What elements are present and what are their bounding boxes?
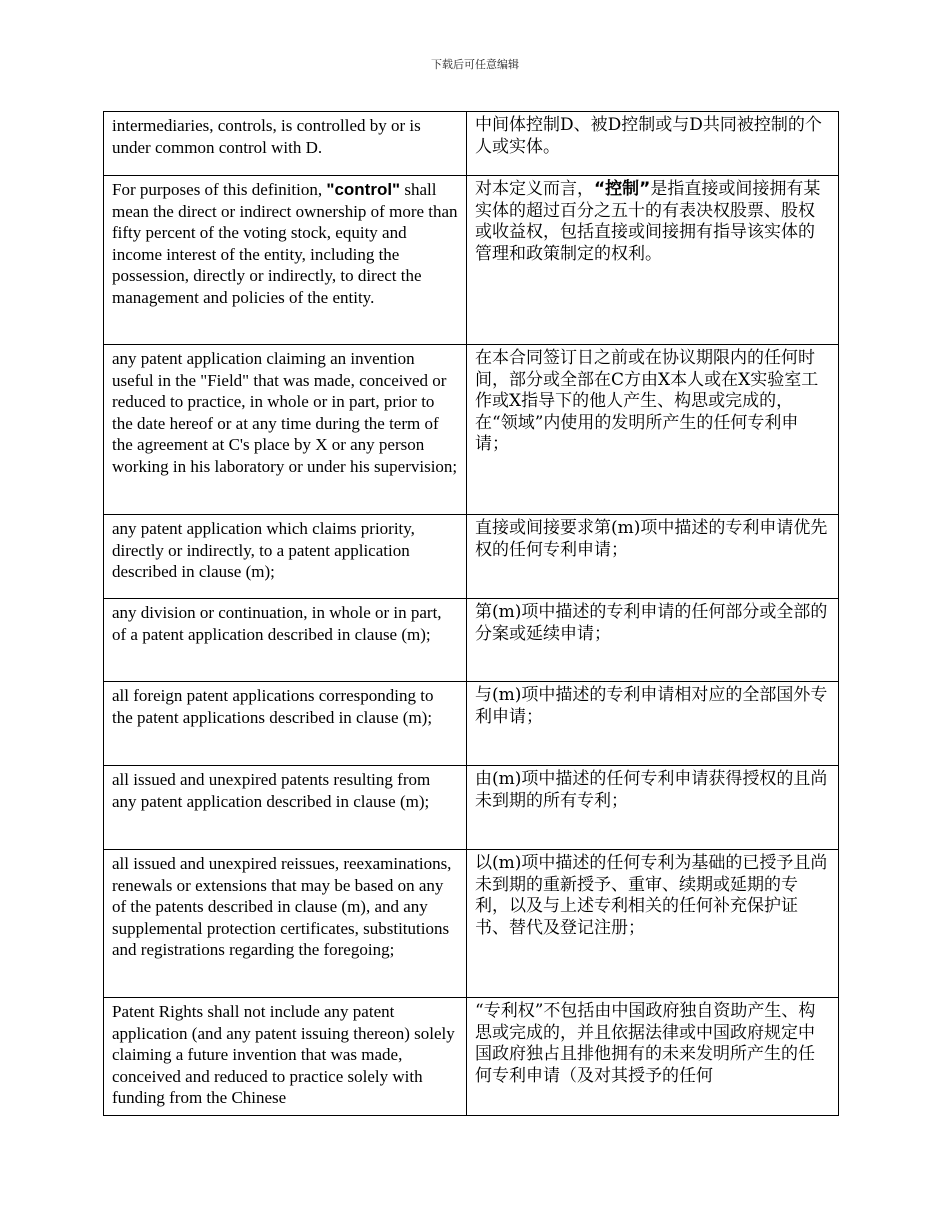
table-row [104, 176, 839, 345]
defined-term-control-zh: “控制” [594, 179, 651, 199]
chinese-cell: “专利权”不包括由中国政府独自资助产生、构思或完成的，并且依据法律或中国政府规定中国政府独占且排他拥有的未来发明所产生的任何专利申请（及对其授予的任何 [467, 998, 839, 1116]
english-cell: any division or continuation, in whole or in part, of a patent application described in clause (m); [104, 599, 467, 682]
english-text: shall mean the direct or indirect ownership of more than fifty percent of the voting stock, equity and income interest of the entity, including the possession, directly or indirectly, to direct the management and policies of the entity. [112, 180, 458, 307]
chinese-cell: 直接或间接要求第(m)项中描述的专利申请优先权的任何专利申请； [467, 515, 839, 599]
chinese-cell: 以(m)项中描述的任何专利为基础的已授予且尚未到期的重新授予、重审、续期或延期的专利，以及与上述专利相关的任何补充保护证书、替代及登记注册； [467, 850, 839, 998]
table-row [104, 998, 839, 1116]
table-row [104, 112, 839, 176]
chinese-cell: 与(m)项中描述的专利申请相对应的全部国外专利申请； [467, 682, 839, 766]
chinese-cell: 中间体控制D、被D控制或与D共同被控制的个人或实体。 [467, 112, 839, 176]
table-row [104, 599, 839, 682]
table-row [104, 345, 839, 515]
english-cell: all issued and unexpired patents resulting from any patent application described in clause (m); [104, 766, 467, 850]
chinese-text: 是指直接或间接拥有某实体的超过百分之五十的有表决权股票、股权或收益权，包括直接或间接拥有指导该实体的管理和政策制定的权利。 [475, 179, 821, 264]
english-cell: any patent application which claims priority, directly or indirectly, to a patent application described in clause (m); [104, 515, 467, 599]
table-row [104, 682, 839, 766]
english-cell: any patent application claiming an invention useful in the "Field" that was made, conceived or reduced to practice, in whole or in part, prior to the date hereof or at any time during the term of the agreement at C's place by X or any person working in his laboratory or under his supervision; [104, 345, 467, 515]
english-cell [104, 176, 467, 345]
chinese-text: 对本定义而言， [475, 179, 594, 199]
page-header: 下载后可任意编辑 [431, 58, 519, 71]
english-cell: intermediaries, controls, is controlled by or is under common control with D. [104, 112, 467, 176]
table-row [104, 515, 839, 599]
chinese-cell: 第(m)项中描述的专利申请的任何部分或全部的分案或延续申请； [467, 599, 839, 682]
english-cell: all issued and unexpired reissues, reexaminations, renewals or extensions that may be based on any of the patents described in clause (m), and any supplemental protection certificates, substitutions and registrations regarding the foregoing; [104, 850, 467, 998]
defined-term-control: "control" [326, 180, 401, 199]
bilingual-clause-table [103, 111, 839, 1116]
english-cell: Patent Rights shall not include any patent application (and any patent issuing thereon) solely claiming a future invention that was made, conceived and reduced to practice solely with funding from the Chinese [104, 998, 467, 1116]
english-text: For purposes of this definition, [112, 180, 327, 199]
chinese-cell: 由(m)项中描述的任何专利申请获得授权的且尚未到期的所有专利； [467, 766, 839, 850]
english-cell: all foreign patent applications corresponding to the patent applications described in clause (m); [104, 682, 467, 766]
table-row [104, 766, 839, 850]
chinese-cell [467, 176, 839, 345]
table-row [104, 850, 839, 998]
chinese-cell: 在本合同签订日之前或在协议期限内的任何时间，部分或全部在C方由X本人或在X实验室工作或X指导下的他人产生、构思或完成的，在“领域”内使用的发明所产生的任何专利申请； [467, 345, 839, 515]
